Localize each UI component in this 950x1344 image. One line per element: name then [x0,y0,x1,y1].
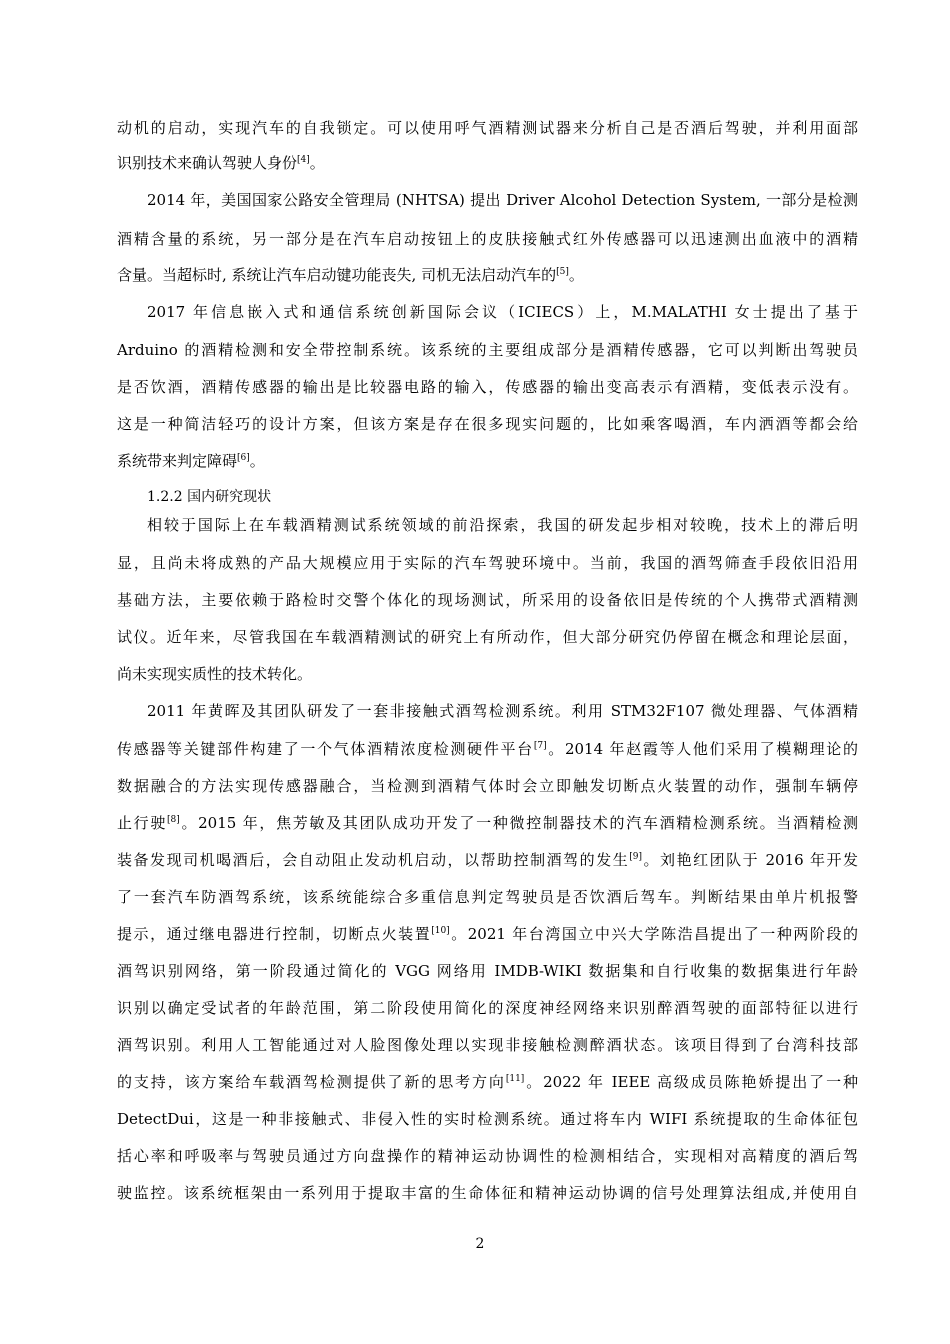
body-text-line: 显，且尚未将成熟的产品大规模应用于实际的汽车驾驶环境中。当前，我国的酒驾筛查手段依旧沿用 [117,554,858,572]
citation-marker: [5] [556,267,569,277]
citation-marker: [7] [533,741,547,751]
citation-marker: [11] [505,1074,525,1084]
citation-marker: [8] [167,815,180,825]
body-text-line: 传感器等关键部件构建了一个气体酒精浓度检测硬件平台[7]。2014 年赵霞等人他们采用了模糊理论的 [117,740,858,758]
body-text-line: 动机的启动，实现汽车的自我锁定。可以使用呼气酒精测试器来分析自己是否酒后驾驶，并利用面部 [117,119,858,137]
body-text-line: 这是一种简洁轻巧的设计方案，但该方案是存在很多现实问题的，比如乘客喝酒，车内洒酒等都会给 [117,415,858,433]
section-heading: 1.2.2 国内研究现状 [147,489,272,505]
body-text-line: 是否饮酒，酒精传感器的输出是比较器电路的输入，传感器的输出变高表示有酒精，变低表示没有。 [117,378,858,396]
body-text-line: 2017 年信息嵌入式和通信系统创新国际会议（ICIECS）上，M.MALATHI 女士提出了基于 [147,303,858,321]
body-text-line: 的支持，该方案给车载酒驾检测提供了新的思考方向[11]。2022 年 IEEE 高级成员陈艳娇提出了一种 [117,1073,858,1091]
body-text-line: 试仪。近年来，尽管我国在车载酒精测试的研究上有所动作，但大部分研究仍停留在概念和理论层面， [117,628,858,646]
body-text-line: DetectDui，这是一种非接触式、非侵入性的实时检测系统。通过将车内 WIFI 系统提取的生命体征包 [117,1110,858,1128]
body-text-line: 基础方法，主要依赖于路检时交警个体化的现场测试，所采用的设备依旧是传统的个人携带式酒精测 [117,591,858,609]
citation-marker: [4] [297,155,310,165]
body-text-line: 识别以确定受试者的年龄范围，第二阶段使用简化的深度神经网络来识别醉酒驾驶的面部特征以进行 [117,999,858,1017]
body-text-line: 2011 年黄晖及其团队研发了一套非接触式酒驾检测系统。利用 STM32F107 微处理器、气体酒精 [147,702,858,720]
body-text-line: 提示，通过继电器进行控制，切断点火装置[10]。2021 年台湾国立中兴大学陈浩昌提出了一种两阶段的 [117,925,858,943]
body-text-line: 止行驶[8]。2015 年，焦芳敏及其团队成功开发了一种微控制器技术的汽车酒精检测系统。当酒精检测 [117,814,858,832]
body-text-line: 系统带来判定障碍[6]。 [117,452,265,470]
page-number: 2 [475,1236,485,1252]
citation-marker: [9] [629,852,642,862]
citation-marker: [10] [431,926,450,936]
body-text-line: 括心率和呼吸率与驾驶员通过方向盘操作的精神运动协调性的检测相结合，实现相对高精度的酒后驾 [117,1147,858,1165]
body-text-line: 酒驾识别网络，第一阶段通过简化的 VGG 网络用 IMDB-WIKI 数据集和自行收集的数据集进行年龄 [117,962,858,980]
body-text-line: 数据融合的方法实现传感器融合，当检测到酒精气体时会立即触发切断点火装置的动作，强制车辆停 [117,777,858,795]
body-text-line: 酒驾识别。利用人工智能通过对人脸图像处理以实现非接触检测醉酒状态。该项目得到了台湾科技部 [117,1036,858,1054]
body-text-line: 装备发现司机喝酒后，会自动阻止发动机启动，以帮助控制酒驾的发生[9]。刘艳红团队于 2016 年开发 [117,851,858,869]
body-text-line: 驶监控。该系统框架由一系列用于提取丰富的生命体征和精神运动协调的信号处理算法组成,并使用自 [117,1184,858,1202]
body-text-line: 识别技术来确认驾驶人身份[4]。 [117,154,325,172]
citation-marker: [6] [237,453,250,463]
body-text-line: 尚未实现实质性的技术转化。 [117,665,313,683]
body-text-line: 了一套汽车防酒驾系统，该系统能综合多重信息判定驾驶员是否饮酒后驾车。判断结果由单片机报警 [117,888,858,906]
body-text-line: 含量。当超标时, 系统让汽车启动键功能丧失, 司机无法启动汽车的[5]。 [117,266,584,284]
body-text-line: 酒精含量的系统，另一部分是在汽车启动按钮上的皮肤接触式红外传感器可以迅速测出血液中的酒精 [117,230,858,248]
body-text-line: Arduino 的酒精检测和安全带控制系统。该系统的主要组成部分是酒精传感器，它可以判断出驾驶员 [117,341,858,359]
body-text-line: 2014 年，美国国家公路安全管理局 (NHTSA) 提出 Driver Alcohol Detection System, 一部分是检测 [147,191,858,209]
body-text-line: 相较于国际上在车载酒精测试系统领域的前沿探索，我国的研发起步相对较晚，技术上的滞后明 [147,516,858,534]
